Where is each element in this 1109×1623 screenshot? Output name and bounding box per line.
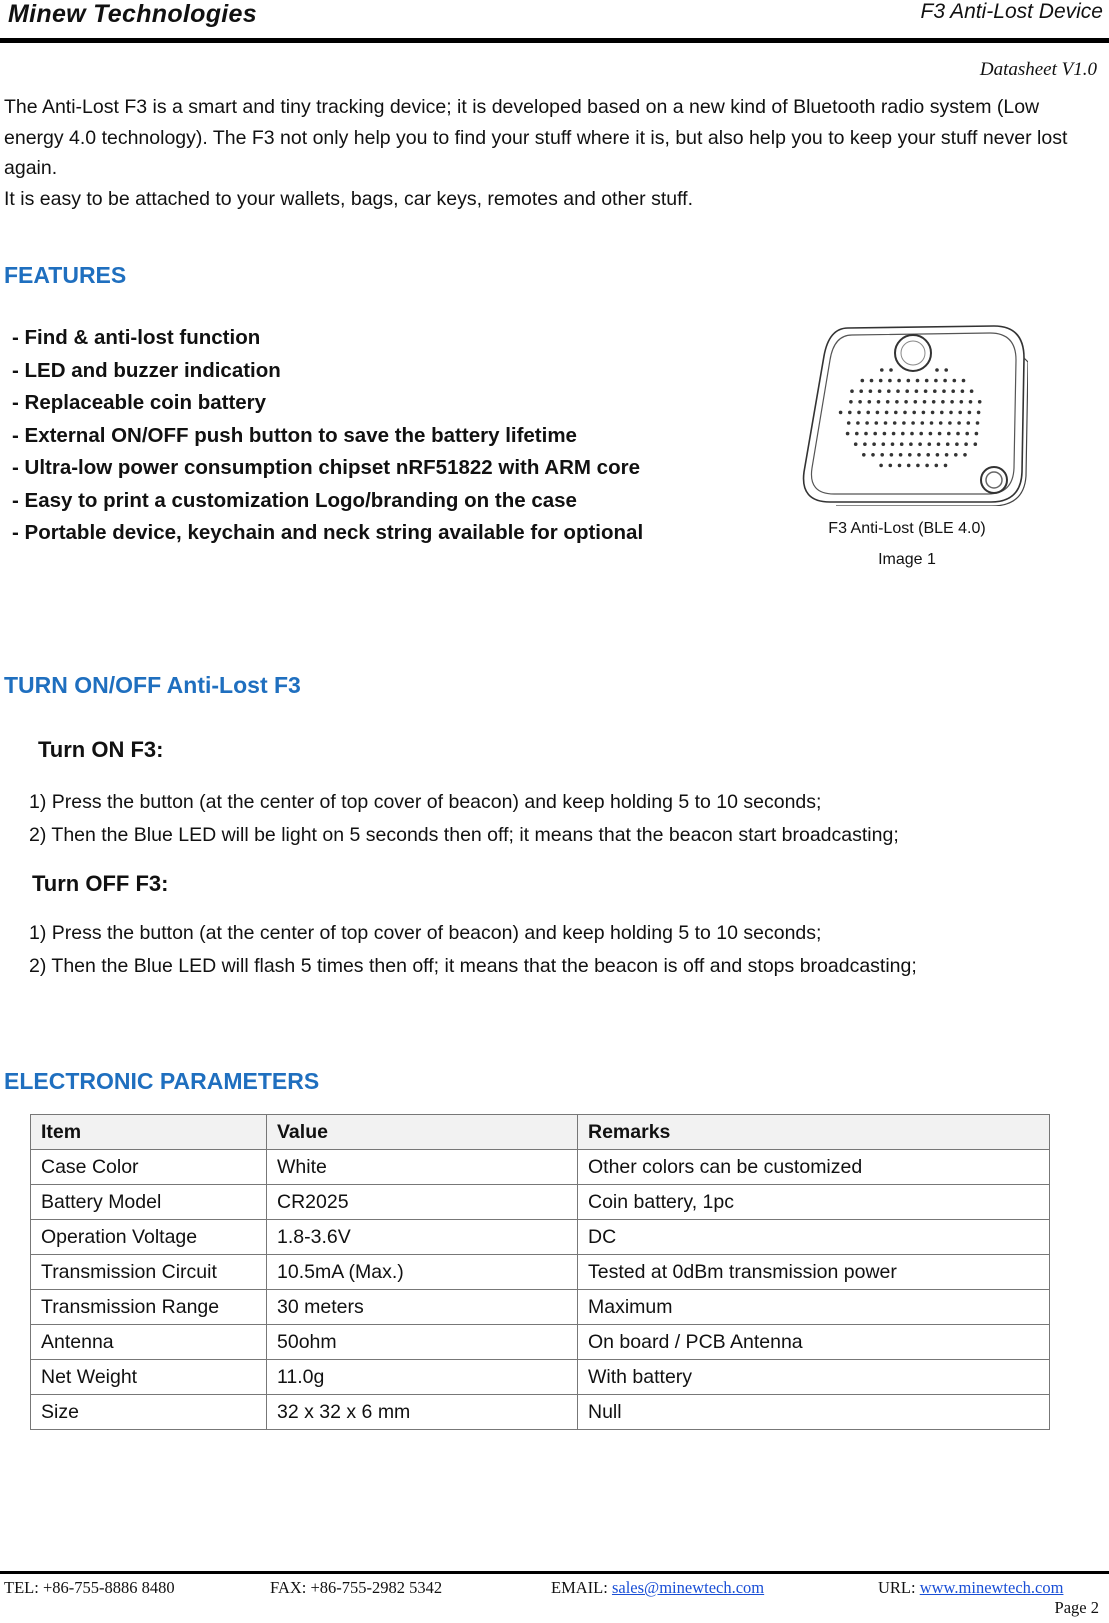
speaker-dot: [846, 432, 850, 436]
table-cell: 10.5mA (Max.): [267, 1255, 578, 1290]
url-label: URL:: [878, 1578, 920, 1597]
speaker-dot: [967, 421, 971, 425]
speaker-dot: [877, 400, 881, 404]
speaker-dot: [861, 379, 865, 383]
speaker-dot: [893, 421, 897, 425]
speaker-dot: [887, 389, 891, 393]
speaker-dot: [941, 400, 945, 404]
turn-on-title: Turn ON F3:: [38, 737, 164, 762]
speaker-dot: [865, 421, 869, 425]
speaker-dot: [934, 379, 938, 383]
speaker-dot: [908, 453, 912, 457]
column-header: Remarks: [578, 1115, 1050, 1150]
table-cell: Null: [578, 1395, 1050, 1430]
speaker-dot: [872, 442, 876, 446]
table-row: [31, 1150, 1050, 1185]
feature-item: - Ultra-low power consumption chipset nRF51822 with ARM core: [12, 456, 640, 479]
speaker-dot: [946, 442, 950, 446]
speaker-dot: [879, 464, 883, 468]
turn-off-steps: [29, 917, 917, 983]
table-header-row: [31, 1115, 1050, 1150]
speaker-dot: [953, 379, 957, 383]
table-row: [31, 1325, 1050, 1360]
table-cell: 32 x 32 x 6 mm: [267, 1395, 578, 1430]
intro-paragraph: The Anti-Lost F3 is a smart and tiny tracking device; it is developed based on a new kind of Bluetooth radio system (Low energy 4.0 technology). The F3 not only help you to find your stuff where it is, but also help you to keep your stuff never lost again.: [4, 96, 1068, 179]
speaker-dot: [917, 453, 921, 457]
speaker-dot: [879, 379, 883, 383]
speaker-dot: [888, 379, 892, 383]
column-header: Value: [267, 1115, 578, 1150]
speaker-dot: [862, 453, 866, 457]
speaker-dot: [863, 442, 867, 446]
speaker-dot: [880, 453, 884, 457]
params-heading: ELECTRONIC PARAMETERS: [4, 1068, 320, 1094]
speaker-dot: [933, 389, 937, 393]
url-link[interactable]: www.minewtech.com: [919, 1578, 1064, 1597]
speaker-dot: [950, 400, 954, 404]
footer-email: [551, 1578, 764, 1598]
speaker-dot: [926, 453, 930, 457]
speaker-dot: [839, 411, 843, 415]
table-cell: 30 meters: [267, 1290, 578, 1325]
feature-item: - Easy to print a customization Logo/branding on the case: [12, 488, 577, 512]
params-table: [30, 1114, 1050, 1430]
speaker-dot: [963, 453, 967, 457]
table-cell: Operation Voltage: [31, 1220, 267, 1255]
speaker-dot: [903, 411, 907, 415]
table-cell: With battery: [578, 1360, 1050, 1395]
speaker-dot: [925, 379, 929, 383]
speaker-dot: [896, 389, 900, 393]
speaker-dot: [886, 400, 890, 404]
speaker-dot: [929, 432, 933, 436]
speaker-dot: [854, 442, 858, 446]
speaker-dot: [924, 389, 928, 393]
speaker-dot: [890, 453, 894, 457]
speaker-dot: [912, 411, 916, 415]
speaker-dot: [880, 368, 884, 372]
table-cell: Size: [31, 1395, 267, 1430]
speaker-dot: [935, 368, 939, 372]
table-row: [31, 1290, 1050, 1325]
table-cell: DC: [578, 1220, 1050, 1255]
speaker-dot: [932, 400, 936, 404]
speaker-dot: [951, 389, 955, 393]
speaker-dot: [960, 400, 964, 404]
speaker-dot: [938, 432, 942, 436]
speaker-dot: [923, 400, 927, 404]
speaker-dot: [947, 432, 951, 436]
speaker-dot: [864, 432, 868, 436]
speaker-dot: [882, 442, 886, 446]
power-heading: TURN ON/OFF Anti-Lost F3: [4, 672, 301, 698]
speaker-dot: [909, 442, 913, 446]
speaker-dot: [921, 421, 925, 425]
speaker-dot: [884, 421, 888, 425]
speaker-dot: [930, 421, 934, 425]
table-row: [31, 1255, 1050, 1290]
feature-item: - LED and buzzer indication: [12, 358, 281, 382]
speaker-dot: [942, 389, 946, 393]
step-item: 2) Then the Blue LED will flash 5 times then off; it means that the beacon is off and stops broadcasting;: [29, 955, 917, 977]
company-name: Minew Technologies: [8, 0, 257, 28]
feature-item: - External ON/OFF push button to save the battery lifetime: [12, 423, 577, 447]
speaker-dot: [889, 464, 893, 468]
speaker-dot: [894, 411, 898, 415]
step-item: 1) Press the button (at the center of top cover of beacon) and keep holding 5 to 10 seconds;: [29, 922, 822, 944]
table-cell: Other colors can be customized: [578, 1150, 1050, 1185]
speaker-dot: [940, 411, 944, 415]
speaker-dot: [974, 442, 978, 446]
table-cell: On board / PCB Antenna: [578, 1325, 1050, 1360]
speaker-dot: [856, 421, 860, 425]
device-image: [796, 322, 1028, 506]
speaker-dot: [945, 453, 949, 457]
speaker-dot: [900, 442, 904, 446]
footer-fax: FAX: +86-755-2982 5342: [270, 1578, 443, 1597]
feature-item: - Find & anti-lost function: [12, 326, 261, 349]
step-item: 2) Then the Blue LED will be light on 5 seconds then off; it means that the beacon start broadcasting;: [29, 824, 899, 846]
speaker-dot: [916, 464, 920, 468]
intro-paragraph: It is easy to be attached to your wallets, bags, car keys, remotes and other stuff.: [4, 187, 693, 210]
product-name: F3 Anti-Lost Device: [920, 0, 1103, 23]
speaker-dot: [848, 411, 852, 415]
speaker-dot: [916, 379, 920, 383]
speaker-dot: [914, 400, 918, 404]
email-label: EMAIL:: [551, 1578, 612, 1597]
speaker-dot: [975, 432, 979, 436]
features-list: [12, 322, 643, 550]
speaker-dot: [958, 411, 962, 415]
table-cell: Transmission Range: [31, 1290, 267, 1325]
speaker-dot: [978, 400, 982, 404]
speaker-dot: [918, 442, 922, 446]
table-cell: 1.8-3.6V: [267, 1220, 578, 1255]
speaker-dot: [925, 464, 929, 468]
speaker-dot: [857, 411, 861, 415]
speaker-dot: [937, 442, 941, 446]
speaker-dot: [892, 432, 896, 436]
table-cell: Battery Model: [31, 1185, 267, 1220]
speaker-dot: [858, 400, 862, 404]
speaker-dot: [855, 432, 859, 436]
speaker-dot: [970, 389, 974, 393]
speaker-dot: [904, 400, 908, 404]
speaker-dot: [949, 411, 953, 415]
email-link[interactable]: sales@minewtech.com: [611, 1578, 765, 1597]
speaker-dot: [915, 389, 919, 393]
table-cell: Maximum: [578, 1290, 1050, 1325]
speaker-dot: [939, 421, 943, 425]
speaker-dot: [875, 421, 879, 425]
header-rule: [0, 38, 1109, 43]
table-cell: Net Weight: [31, 1360, 267, 1395]
speaker-dot: [847, 421, 851, 425]
speaker-dot: [910, 432, 914, 436]
speaker-dot: [891, 442, 895, 446]
button-icon: [895, 335, 931, 371]
speaker-dot: [870, 379, 874, 383]
speaker-dot: [905, 389, 909, 393]
speaker-dot: [954, 453, 958, 457]
speaker-dot: [956, 432, 960, 436]
speaker-dot: [899, 453, 903, 457]
speaker-dot: [944, 464, 948, 468]
page-number: Page 2: [1054, 1598, 1099, 1617]
speaker-dot: [944, 368, 948, 372]
speaker-dot: [871, 453, 875, 457]
speaker-dot: [901, 432, 905, 436]
turn-off-title: Turn OFF F3:: [32, 871, 169, 896]
table-cell: Transmission Circuit: [31, 1255, 267, 1290]
speaker-dot: [850, 389, 854, 393]
speaker-dot: [948, 421, 952, 425]
table-cell: Coin battery, 1pc: [578, 1185, 1050, 1220]
speaker-dot: [928, 442, 932, 446]
footer-url: [878, 1578, 1063, 1598]
speaker-dot: [976, 421, 980, 425]
intro-text: [4, 92, 1104, 214]
speaker-dot: [977, 411, 981, 415]
speaker-dot: [878, 389, 882, 393]
speaker-dot: [961, 389, 965, 393]
speaker-dot: [898, 464, 902, 468]
features-heading: FEATURES: [4, 262, 127, 288]
speaker-dot: [957, 421, 961, 425]
speaker-dot: [935, 464, 939, 468]
feature-item: - Portable device, keychain and neck string available for optional: [12, 521, 644, 544]
speaker-dot: [897, 379, 901, 383]
speaker-dot: [866, 411, 870, 415]
table-cell: Antenna: [31, 1325, 267, 1360]
table-cell: CR2025: [267, 1185, 578, 1220]
speaker-dot: [922, 411, 926, 415]
speaker-dot: [919, 432, 923, 436]
keyring-hole-icon: [981, 467, 1007, 493]
table-cell: Case Color: [31, 1150, 267, 1185]
speaker-dot: [849, 400, 853, 404]
speaker-dot: [911, 421, 915, 425]
speaker-dot: [895, 400, 899, 404]
speaker-dot: [889, 368, 893, 372]
speaker-dot: [969, 400, 973, 404]
step-item: 1) Press the button (at the center of top cover of beacon) and keep holding 5 to 10 seconds;: [29, 791, 822, 813]
speaker-dot: [955, 442, 959, 446]
speaker-dot: [885, 411, 889, 415]
image-caption: F3 Anti-Lost (BLE 4.0): [828, 520, 986, 537]
table-cell: 50ohm: [267, 1325, 578, 1360]
speaker-dot: [883, 432, 887, 436]
speaker-dot: [964, 442, 968, 446]
speaker-dot: [968, 411, 972, 415]
table-row: [31, 1220, 1050, 1255]
speaker-dot: [902, 421, 906, 425]
speaker-dot: [962, 379, 966, 383]
datasheet-version: Datasheet V1.0: [979, 59, 1097, 80]
footer-tel: TEL: +86-755-8886 8480: [4, 1578, 175, 1597]
image-label: Image 1: [878, 551, 936, 568]
table-cell: Tested at 0dBm transmission power: [578, 1255, 1050, 1290]
speaker-dot: [859, 389, 863, 393]
speaker-dot: [873, 432, 877, 436]
table-cell: 11.0g: [267, 1360, 578, 1395]
speaker-dot: [868, 400, 872, 404]
speaker-dot: [936, 453, 940, 457]
speaker-dot: [931, 411, 935, 415]
feature-item: - Replaceable coin battery: [12, 391, 267, 414]
speaker-dot: [943, 379, 947, 383]
turn-on-steps: [29, 786, 899, 852]
footer-rule: [0, 1571, 1109, 1574]
speaker-dot: [907, 379, 911, 383]
table-row: [31, 1185, 1050, 1220]
column-header: Item: [31, 1115, 267, 1150]
speaker-dot: [907, 464, 911, 468]
table-cell: White: [267, 1150, 578, 1185]
table-row: [31, 1395, 1050, 1430]
speaker-dot: [869, 389, 873, 393]
speaker-dot: [965, 432, 969, 436]
speaker-dot: [876, 411, 880, 415]
table-row: [31, 1360, 1050, 1395]
